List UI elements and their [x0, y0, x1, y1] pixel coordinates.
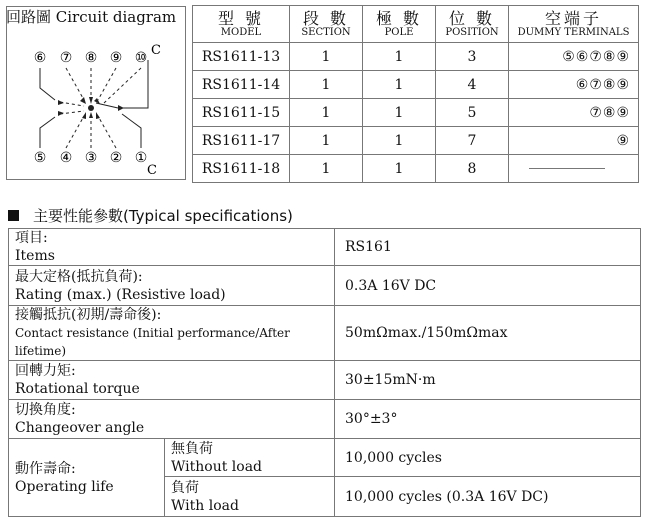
header-pole: 極 數 POLE — [363, 6, 436, 43]
model-cell: RS1611-13 — [193, 43, 290, 71]
dummy-terminals-cell: ⑦⑧⑨ — [509, 99, 639, 127]
spec-value-angle: 30°±3° — [335, 400, 641, 439]
wiring-lines — [40, 60, 148, 148]
spec-table — [8, 228, 641, 517]
spec-label-load: 負荷 With load — [165, 477, 335, 517]
terminal-c-bottom-label: C — [147, 163, 157, 178]
spec-value-noload: 10,000 cycles — [335, 439, 641, 477]
spec-row-contact — [9, 306, 641, 361]
position-cell: 5 — [436, 99, 509, 127]
model-table-header — [193, 6, 639, 43]
terminal-8-label: ⑧ — [84, 50, 98, 66]
dummy-terminals-cell: ⑨ — [509, 127, 639, 155]
model-table — [192, 5, 639, 183]
terminal-c-top-label: C — [151, 43, 161, 58]
pole-cell: 1 — [363, 99, 436, 127]
position-cell: 7 — [436, 127, 509, 155]
model-cell: RS1611-18 — [193, 155, 290, 183]
terminal-10-label: ⑩ — [134, 50, 148, 66]
spec-row-rating — [9, 266, 641, 306]
circuit-diagram — [0, 0, 190, 185]
spec-row-torque — [9, 361, 641, 400]
spec-row-life-noload — [9, 439, 641, 477]
model-cell: RS1611-14 — [193, 71, 290, 99]
table-row — [193, 127, 639, 155]
terminal-3-label: ③ — [84, 150, 98, 166]
terminal-7-label: ⑦ — [59, 50, 73, 66]
circuit-diagram-title: 回路圖 Circuit diagram — [6, 8, 177, 26]
position-cell: 3 — [436, 43, 509, 71]
header-dummy-terminals: 空端子 DUMMY TERMINALS — [509, 6, 639, 43]
section-cell: 1 — [290, 99, 363, 127]
spec-row-angle — [9, 400, 641, 439]
header-position: 位 數 POSITION — [436, 6, 509, 43]
spec-label-life: 動作壽命: Operating life — [9, 439, 165, 517]
table-row — [193, 71, 639, 99]
table-row — [193, 43, 639, 71]
switch-rotor — [58, 97, 124, 119]
spec-label-items: 項目: Items — [9, 229, 335, 266]
terminal-2-label: ② — [109, 150, 123, 166]
position-cell: 4 — [436, 71, 509, 99]
terminal-6-label: ⑥ — [33, 50, 47, 66]
table-row — [193, 99, 639, 127]
header-model: 型 號 MODEL — [193, 6, 290, 43]
section-cell: 1 — [290, 71, 363, 99]
spec-section-title: 主要性能參數(Typical specifications) — [33, 207, 293, 225]
spec-value-load: 10,000 cycles (0.3A 16V DC) — [335, 477, 641, 517]
dummy-terminals-cell: ⑤⑥⑦⑧⑨ — [509, 43, 639, 71]
pole-cell: 1 — [363, 71, 436, 99]
spec-label-rating: 最大定格(抵抗負荷): Rating (max.) (Resistive load) — [9, 266, 335, 306]
spec-section-header — [8, 205, 293, 226]
pole-cell: 1 — [363, 127, 436, 155]
spec-row-items — [9, 229, 641, 266]
spec-value-torque: 30±15mN·m — [335, 361, 641, 400]
terminal-4-label: ④ — [59, 150, 73, 166]
no-dummy-dash — [529, 168, 605, 169]
terminal-5-label: ⑤ — [33, 150, 47, 166]
section-cell: 1 — [290, 155, 363, 183]
spec-value-contact: 50mΩmax./150mΩmax — [335, 306, 641, 361]
model-cell: RS1611-17 — [193, 127, 290, 155]
pole-cell: 1 — [363, 43, 436, 71]
section-cell: 1 — [290, 127, 363, 155]
dummy-terminals-cell: ⑥⑦⑧⑨ — [509, 71, 639, 99]
square-bullet-icon — [8, 210, 19, 221]
header-section: 段 數 SECTION — [290, 6, 363, 43]
position-cell: 8 — [436, 155, 509, 183]
table-row — [193, 155, 639, 183]
spec-value-rating: 0.3A 16V DC — [335, 266, 641, 306]
spec-label-angle: 切換角度: Changeover angle — [9, 400, 335, 439]
section-cell: 1 — [290, 43, 363, 71]
dummy-terminals-cell — [509, 155, 639, 183]
spec-value-items: RS161 — [335, 229, 641, 266]
spec-label-torque: 回轉力矩: Rotational torque — [9, 361, 335, 400]
terminal-9-label: ⑨ — [109, 50, 123, 66]
terminal-1-label: ① — [134, 150, 148, 166]
spec-label-contact: 接觸抵抗(初期/壽命後): Contact resistance (Initial performance/After lifetime) — [9, 306, 335, 361]
model-cell: RS1611-15 — [193, 99, 290, 127]
spec-label-noload: 無負荷 Without load — [165, 439, 335, 477]
pole-cell: 1 — [363, 155, 436, 183]
